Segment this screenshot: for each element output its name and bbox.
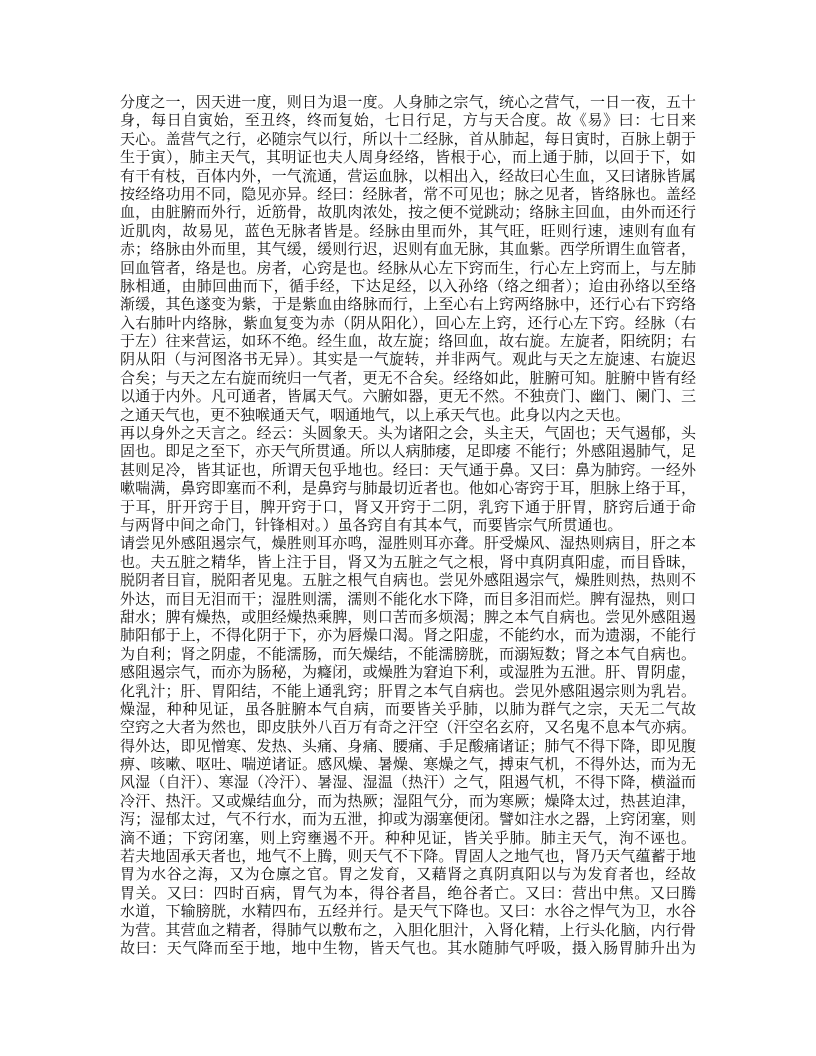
text-line: 血，由脏腑而外行，近筋骨，故肌肉浓处，按之便不觉跳动；络脉主回血，由外而还行 <box>120 203 696 222</box>
text-line: 空窍之大者为然也，即皮肤外八百万有奇之汗空（汗空名玄府，又名鬼不息本气亦病。 <box>120 718 696 737</box>
text-line: 脱阴者目盲，脱阳者见鬼。五脏之根气自病也。尝见外感阻遏宗气，燥胜则热，热则不 <box>120 571 696 590</box>
text-line: 故曰：天气降而至于地，地中生物，皆天气也。其水随肺气呼吸，摄入肠胃肺升出为 <box>120 938 696 957</box>
text-line: 泻；湿郁太过，气不行水，而为五泄，抑或为溺塞便闭。譬如注水之器，上窍闭塞，则 <box>120 810 696 829</box>
text-line: 身，每日自寅始，至丑终，终而复始，七日行足，方与天合度。故《易》曰：七日来 <box>120 111 696 130</box>
paragraph <box>120 424 696 534</box>
text-line: 生于寅），肺主天气，其明证也夫人周身经络，皆根于心，而上通于肺，以回于下，如 <box>120 148 696 167</box>
text-line: 水道，下输膀胱，水精四布，五经并行。是天气下降也。又曰：水谷之悍气为卫，水谷 <box>120 902 696 921</box>
text-line: 痹、咳嗽、呕吐、喘逆诸证。感风燥、暑燥、寒燥之气，搏束气机，不得外达，而为无 <box>120 755 696 774</box>
text-line: 回血管者，络是也。房者，心窍是也。经脉从心左下窍而生，行心左上窍而上，与左肺 <box>120 258 696 277</box>
text-line: 得外达，即见憎寒、发热、头痛、身痛、腰痛、手足酸痛诸证；肺气不得下降，即见腹 <box>120 736 696 755</box>
text-line: 化乳汁；肝、胃阳结，不能上通乳窍；肝胃之本气自病也。尝见外感阻遏宗则为乳岩。 <box>120 681 696 700</box>
text-line: 入右肺叶内络脉，紫血复变为赤（阴从阳化），回心左上窍，还行心左下窍。经脉（右 <box>120 313 696 332</box>
text-line: 冷汗、热汗。又或燥结血分，而为热厥；湿阻气分，而为寒厥；燥降太过，热甚迫津， <box>120 791 696 810</box>
text-line: 若夫地固承天者也，地气不上腾，则天气不下降。胃固人之地气也，肾乃天气蕴蓄于地 <box>120 847 696 866</box>
text-line: 请尝见外感阻遏宗气，燥胜则耳亦鸣，湿胜则耳亦聋。肝受燥风、湿热则病目，肝之本 <box>120 534 696 553</box>
text-line: 风湿（自汗）、寒湿（冷汗）、暑湿、湿温（热汗）之气，阻遏气机，不得下降，横溢而 <box>120 773 696 792</box>
text-line: 为自利；肾之阴虚，不能濡肠，而矢燥结，不能濡膀胱，而溺短数；肾之本气自病也。 <box>120 644 696 663</box>
document-body <box>120 93 696 957</box>
text-line: 固也。即足之至下，亦天气所贯通。所以人病肺痿，足即痿 不能行；外感阻遏肺气，足 <box>120 442 696 461</box>
text-line: 甜水；脾有燥热，或胆经燥热乘脾，则口苦而多烦渴；脾之本气自病也。尝见外感阻遏 <box>120 607 696 626</box>
text-line: 感阻遏宗气，而亦为肠秘，为癃闭，或燥胜为窘迫下利，或湿胜为五泄。肝、胃阴虚， <box>120 663 696 682</box>
text-line: 胃关。又曰：四时百病，胃气为本，得谷者昌，绝谷者亡。又曰：营出中焦。又曰腾 <box>120 883 696 902</box>
text-line: 也。夫五脏之精华，皆上注于目，肾又为五脏之气之根，肾中真阴真阳虚，而目昏昧， <box>120 552 696 571</box>
text-line: 以通于内外。凡可通者，皆属天气。六腑如器，更无不然。不独贲门、幽门、阑门、三 <box>120 387 696 406</box>
text-line: 天心。盖营气之行，必随宗气以行，所以十二经脉，首从肺起，每日寅时，百脉上朝于 <box>120 129 696 148</box>
paragraph <box>120 185 696 424</box>
paragraph <box>120 93 696 185</box>
text-line: 分度之一，因天进一度，则日为退一度。人身肺之宗气，统心之营气，一日一夜，五十 <box>120 93 696 111</box>
text-line: 赤；络脉由外而里，其气缓，缓则行迟，迟则有血无脉，其血紫。西学所谓生血管者， <box>120 240 696 259</box>
text-line: 与两肾中间之命门，针锋相对。）虽各窍自有其本气，而要皆宗气所贯通也。 <box>120 515 623 534</box>
text-line: 于耳，肝开窍于目，脾开窍于口，肾又开窍于二阴，乳窍下通于肝胃，脐窍后通于命 <box>120 497 696 516</box>
text-line: 之通天气也，更不独喉通天气，咽通地气，以上承天气也。此身以内之天也。 <box>120 405 631 424</box>
text-line: 有干有枝，百体内外，一气流通，营运血脉，以相出入，经故曰心生血，又曰诸脉皆属 <box>120 166 696 185</box>
text-line: 为营。其营血之精者，得肺气以敷布之，入胆化胆汁，入肾化精，上行头化脑，内行骨 <box>120 920 696 939</box>
text-line: 合矣；与天之左右旋而统归一气者，更无不合矣。经络如此，脏腑可知。脏腑中皆有经 <box>120 368 696 387</box>
text-line: 近肌肉，故易见，蓝色无脉者皆是。经脉由里而外，其气旺，旺则行速，速则有血有 <box>120 221 696 240</box>
text-line: 渐缓，其色遂变为紫，于是紫血由络脉而行，上至心右上窍两络脉中，还行心右下窍络 <box>120 295 696 314</box>
text-line: 燥湿，种种见证，虽各脏腑本气自病，而要皆关乎肺，以肺为群气之宗，天无二气故 <box>120 699 696 718</box>
text-line: 阴从阳（与河图洛书无异）。其实是一气旋转，并非两气。观此与天之左旋速、右旋迟 <box>120 350 696 369</box>
paragraph <box>120 534 696 847</box>
text-line: 滴不通；下窍闭塞，则上窍壅遏不开。种种见证，皆关乎肺。肺主天气，洵不诬也。 <box>120 828 696 847</box>
text-line: 甚则足冷，皆其证也，所谓天包乎地也。经曰：天气通于鼻。又曰：鼻为肺窍。一经外 <box>120 460 696 479</box>
text-line: 胃为水谷之海，又为仓廪之官。胃之发育，又藉肾之真阴真阳以与为发育者也，经故 <box>120 865 696 884</box>
paragraph <box>120 847 696 957</box>
text-line: 肺阳郁于上，不得化阴于下，亦为唇燥口渴。肾之阳虚，不能约水，而为遗溺，不能行 <box>120 626 696 645</box>
text-line: 脉相通，由肺回曲而下，循手经，下达足经，以入孙络（络之细者）；迨由孙络以至络 <box>120 276 696 295</box>
text-line: 再以身外之天言之。经云：头圆象天。头为诸阳之会，头主天，气固也；天气遏郁，头 <box>120 424 696 443</box>
text-line: 按经络功用不同，隐见亦异。经曰：经脉者，常不可见也；脉之见者，皆络脉也。盖经 <box>120 184 696 203</box>
text-line: 嗽喘满，鼻窍即塞而不利，是鼻窍与肺最切近者也。他如心寄窍于耳，胆脉上络于耳， <box>120 479 696 498</box>
text-line: 外达，而目无泪而干；湿胜则濡，濡则不能化水下降，而目多泪而烂。脾有湿热，则口 <box>120 589 696 608</box>
text-line: 于左）往来营运，如环不绝。经生血，故左旋；络回血，故右旋。左旋者，阳统阴；右 <box>120 332 696 351</box>
